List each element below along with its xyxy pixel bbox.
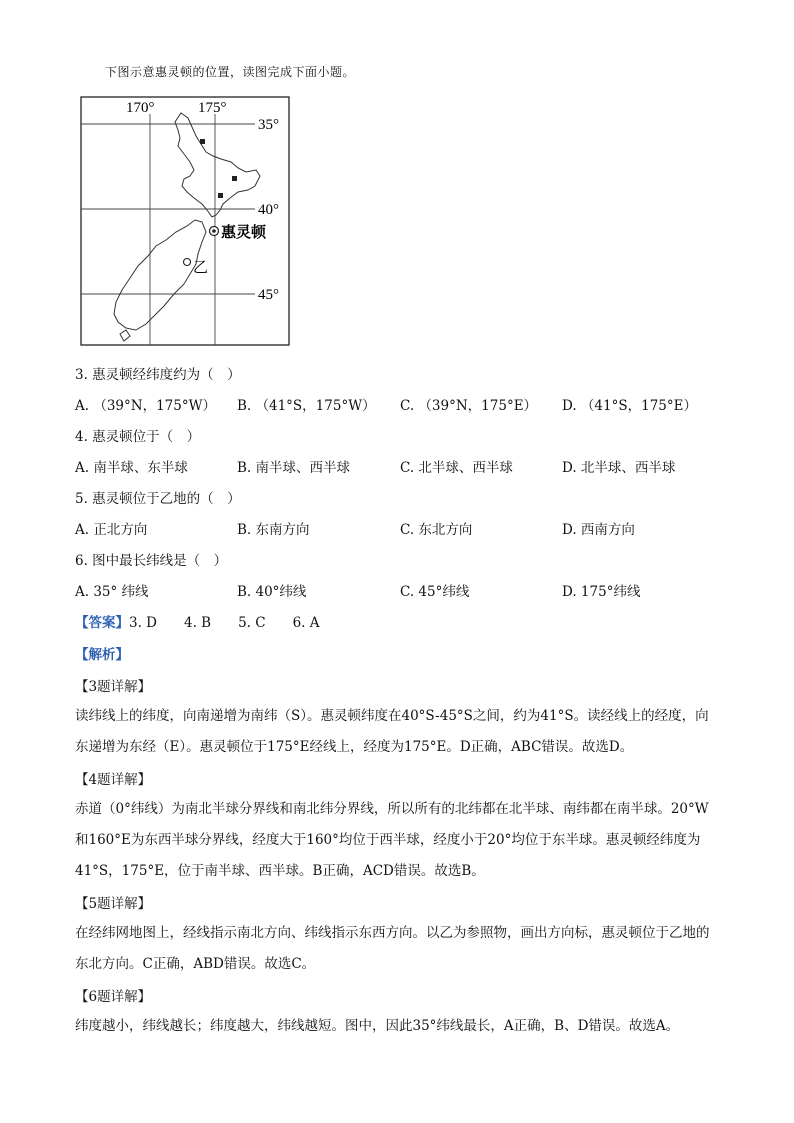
q6-option-c: C. 45°纬线	[400, 584, 470, 600]
detail-6-heading: 【6题详解】	[75, 989, 152, 1005]
city-marker	[218, 193, 223, 198]
detail-4-heading: 【4题详解】	[75, 772, 152, 788]
question-3-stem: 3. 惠灵顿经纬度约为（ ）	[75, 367, 241, 383]
answer-text: 3. D 4. B 5. C 6. A	[129, 615, 320, 631]
detail-4-text: 赤道（0°纬线）为南北半球分界线和南北纬分界线，所以所有的北纬都在北半球、南纬都在南半球。20°W和160°E为东西半球分界线，经度大于160°均位于西半球，经度小于20°均位于东半球。惠灵顿经纬度为41°S，175°E，位于南半球、西半球。B正确，ACD错误。故选B。	[75, 801, 709, 879]
q3-option-c: C. （39°N，175°E）	[400, 398, 538, 414]
city-marker	[232, 176, 237, 181]
q5-option-c: C. 东北方向	[400, 522, 473, 538]
q6-option-a: A. 35° 纬线	[75, 584, 149, 600]
lat-label-45: 45°	[258, 287, 279, 303]
q4-option-d: D. 北半球、西半球	[562, 460, 676, 476]
lon-label-170: 170°	[126, 100, 155, 116]
point-yi-label: 乙	[193, 258, 209, 276]
q6-option-b: B. 40°纬线	[237, 584, 307, 600]
lat-label-35: 35°	[258, 117, 279, 133]
question-5-stem: 5. 惠灵顿位于乙地的（ ）	[75, 491, 241, 507]
q5-option-b: B. 东南方向	[237, 522, 310, 538]
q5-option-d: D. 西南方向	[562, 522, 635, 538]
point-yi-marker	[184, 259, 191, 266]
lon-label-175: 175°	[198, 100, 227, 116]
q4-option-a: A. 南半球、东半球	[75, 460, 188, 476]
q3-option-b: B. （41°S，175°W）	[237, 398, 376, 414]
q5-option-a: A. 正北方向	[75, 522, 148, 538]
detail-5-text: 在经纬网地图上，经线指示南北方向、纬线指示东西方向。以乙为参照物，画出方向标，惠灵顿位于乙地的东北方向。C正确，ABD错误。故选C。	[75, 925, 710, 972]
analysis-tag: 【解析】	[75, 647, 129, 663]
q6-option-d: D. 175°纬线	[562, 584, 641, 600]
answer-tag: 【答案】	[75, 615, 129, 631]
answer-line	[75, 613, 320, 633]
lat-label-40: 40°	[258, 202, 279, 218]
detail-3-heading: 【3题详解】	[75, 679, 152, 695]
map-figure	[80, 96, 290, 346]
detail-6-text: 纬度越小，纬线越长；纬度越大，纬线越短。图中，因此35°纬线最长，A正确，B、D错误。故选A。	[75, 1018, 680, 1034]
detail-5-heading: 【5题详解】	[75, 896, 152, 912]
q3-option-d: D. （41°S，175°E）	[562, 398, 697, 414]
question-6-stem: 6. 图中最长纬线是（ ）	[75, 553, 228, 569]
city-marker	[200, 139, 205, 144]
detail-3-text: 读纬线上的纬度，向南递增为南纬（S）。惠灵顿纬度在40°S-45°S之间，约为41°S。读经线上的经度，向东递增为东经（E）。惠灵顿位于175°E经线上，经度为175°E。D正确，ABC错误。故选D。	[75, 708, 709, 755]
q3-option-a: A. （39°N，175°W）	[75, 398, 216, 414]
q4-option-c: C. 北半球、西半球	[400, 460, 513, 476]
q4-option-b: B. 南半球、西半球	[237, 460, 351, 476]
question-4-stem: 4. 惠灵顿位于（ ）	[75, 429, 201, 445]
map-frame	[81, 97, 289, 345]
wellington-label: 惠灵顿	[221, 223, 267, 241]
intro-text: 下图示意惠灵顿的位置，读图完成下面小题。	[105, 65, 356, 79]
